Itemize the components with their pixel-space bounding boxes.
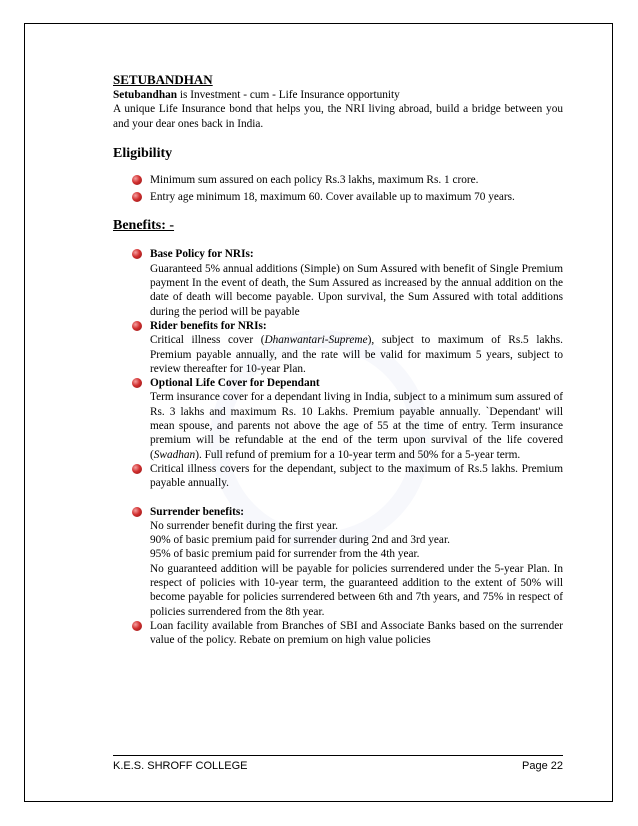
bullet-icon: [132, 378, 142, 388]
list-item: [113, 247, 563, 318]
optional-text-a: Term insurance cover for a dependant living in India, subject to a minimum sum assured of Rs. 3 lakhs and maximum Rs. 10 Lakhs. Premium payable annually. `Dependant' will mean spouse, and parents not above the age of 55 at the time of entry. Term insurance premium will be refundable at the end of the term upon survival of the life covered (: [150, 391, 563, 461]
intro-bold-term: Setubandhan: [113, 89, 178, 101]
eligibility-item-text: Entry age minimum 18, maximum 60. Cover available up to maximum 70 years.: [150, 191, 515, 204]
list-item: [113, 319, 563, 376]
intro-line-1: [113, 88, 563, 102]
list-item: [113, 173, 563, 187]
loan-text: Loan facility available from Branches of SBI and Associate Banks based on the surrender value of the policy. Rebate on premium on high value policies: [150, 619, 563, 647]
optional-text-italic: Swadhan: [153, 448, 196, 461]
bullet-icon: [132, 621, 142, 631]
optional-cover-text: [150, 390, 563, 461]
bullet-icon: [132, 464, 142, 474]
bullet-icon: [132, 175, 142, 185]
intro-line-2: A unique Life Insurance bond that helps you, the NRI living abroad, build a bridge between you and your dear ones back in India.: [113, 103, 563, 130]
list-item: [113, 190, 563, 204]
spacer: [113, 491, 563, 505]
surrender-line: No surrender benefit during the first year.: [150, 519, 338, 532]
list-item: [113, 505, 563, 619]
document-body: [113, 72, 563, 648]
footer-college: K.E.S. SHROFF COLLEGE: [113, 760, 248, 772]
bullet-icon: [132, 192, 142, 202]
rider-heading: Rider benefits for NRIs:: [150, 319, 267, 332]
surrender-heading: Surrender benefits:: [150, 505, 245, 518]
footer-page-number: Page 22: [522, 760, 563, 772]
list-item: [113, 376, 563, 462]
rider-text-a: Critical illness cover (: [150, 334, 265, 347]
list-item: [113, 619, 563, 648]
surrender-line: No guaranteed addition will be payable for policies surrendered under the 5-year Plan. In respect of policies with 10-year term, the guaranteed addition to the extent of 50% will become payable for policies surrendered between 6th and 7th years, and 75% in respect of policies surrendered from the 8th year.: [150, 562, 563, 618]
critical-dependant-text: Critical illness covers for the dependant, subject to the maximum of Rs.5 lakhs. Premium payable annually.: [150, 462, 563, 490]
surrender-line: 95% of basic premium paid for surrender from the 4th year.: [150, 548, 420, 561]
list-item: [113, 462, 563, 491]
benefits-heading: Benefits: -: [113, 218, 175, 234]
base-policy-text: Guaranteed 5% annual additions (Simple) on Sum Assured with benefit of Single Premium payment In the event of death, the Sum Assured as increased by the annual addition on the date of death will become payable. Upon survival, the Sum Assured with total additions during the period will be payable: [150, 262, 563, 318]
bullet-icon: [132, 321, 142, 331]
bullet-icon: [132, 507, 142, 517]
intro-line-1-text: is Investment - cum - Life Insurance opportunity: [177, 89, 400, 101]
eligibility-item-text: Minimum sum assured on each policy Rs.3 lakhs, maximum Rs. 1 crore.: [150, 173, 479, 186]
rider-text-b: ), subject to maximum of Rs.5 lakhs. Premium payable annually, and the rate will be valid for maximum 5 years, subject to review thereafter for 10-year Plan.: [150, 334, 563, 375]
surrender-line: 90% of basic premium paid for surrender during 2nd and 3rd year.: [150, 534, 450, 547]
rider-text-italic: Dhanwantari-Supreme: [264, 334, 368, 347]
base-policy-heading: Base Policy for NRIs:: [150, 248, 254, 261]
footer: [113, 760, 563, 772]
document-title: SETUBANDHAN: [113, 72, 213, 87]
rider-text: [150, 333, 563, 376]
optional-cover-heading: Optional Life Cover for Dependant: [150, 377, 320, 390]
optional-text-b: ). Full refund of premium for a 10-year term and 50% for a 5-year term.: [195, 448, 521, 461]
eligibility-heading: Eligibility: [113, 145, 173, 161]
eligibility-list: [113, 173, 563, 205]
bullet-icon: [132, 249, 142, 259]
footer-divider: [113, 755, 563, 756]
benefits-list: [113, 247, 563, 647]
